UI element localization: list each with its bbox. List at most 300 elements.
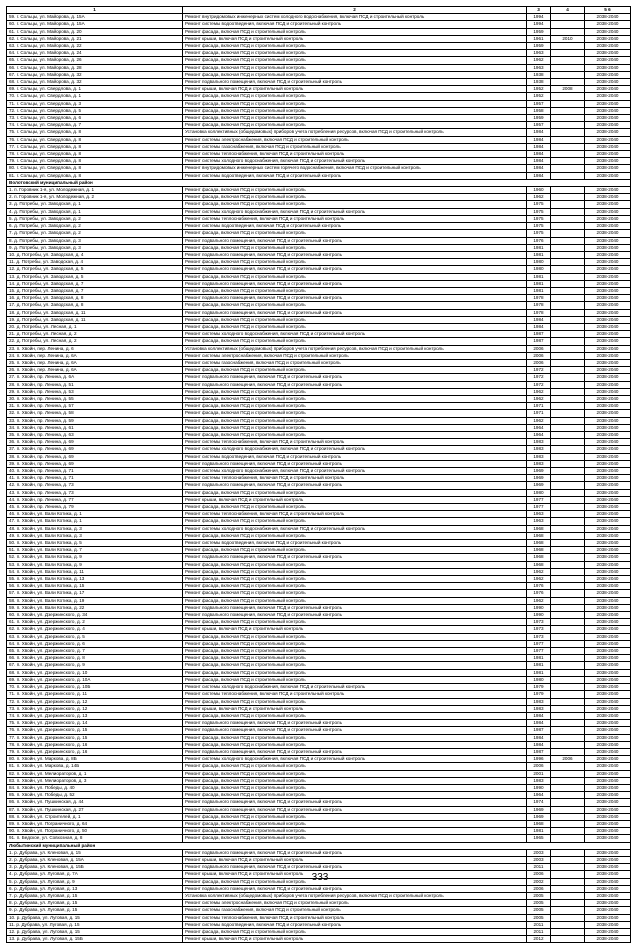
table-row bbox=[7, 367, 631, 374]
row-number: 46 bbox=[9, 511, 15, 517]
table-row bbox=[7, 907, 631, 914]
year-repaired-cell bbox=[551, 936, 585, 943]
planned-period-cell: 2038-2040 bbox=[585, 734, 631, 741]
table-row bbox=[7, 885, 631, 892]
table-row bbox=[7, 395, 631, 402]
row-number: 61 bbox=[9, 619, 15, 625]
work-type-cell: Ремонт крыши, включая ПСД и строительный контроль bbox=[183, 856, 527, 863]
year-repaired-cell bbox=[551, 50, 585, 57]
header-col-4: 4 bbox=[551, 7, 585, 14]
address-cell: 60. г. Сольцы, ул. Майорова, д. 15А bbox=[7, 21, 183, 28]
planned-period-cell: 2038-2040 bbox=[585, 374, 631, 381]
address-cell: 32. п. Хвойн, пр. Ленина, д. 58 bbox=[7, 410, 183, 417]
planned-period-cell: 2038-2040 bbox=[585, 669, 631, 676]
address-cell: 18. д. Потребы, ул. Заводская, д. 11 bbox=[7, 309, 183, 316]
year-repaired-cell bbox=[551, 900, 585, 907]
year-repaired-cell bbox=[551, 604, 585, 611]
year-repaired-cell bbox=[551, 655, 585, 662]
address-cell: 23. п. Хвойн, пер. Ленина, д. 6 bbox=[7, 345, 183, 352]
work-type-cell: Ремонт фасада, включая ПСД и строительный контроль bbox=[183, 302, 527, 309]
year-repaired-cell bbox=[551, 374, 585, 381]
planned-period-cell: 2038-2040 bbox=[585, 813, 631, 820]
table-row bbox=[7, 511, 631, 518]
address-cell: 82. п. Хвойн, ул. Мелиораторов, д. 1 bbox=[7, 770, 183, 777]
address-text: п. Хвойн, ул. Дзержинского, д. 10А bbox=[16, 676, 91, 682]
work-type-cell: Ремонт подвального помещения, включая ПСД и строительный контроль bbox=[183, 251, 527, 258]
table-row bbox=[7, 640, 631, 647]
address-text: д. Потребы, ул. Заводская, д. 5 bbox=[16, 266, 84, 272]
row-number: 78 bbox=[9, 151, 15, 157]
address-cell: 7. д. Потребы, ул. Заводская, д. 2 bbox=[7, 230, 183, 237]
year-repaired-cell bbox=[551, 763, 585, 770]
work-type-cell: Ремонт системы холодного водоснабжения, включая ПСД и строительный контроль bbox=[183, 158, 527, 165]
table-row bbox=[7, 424, 631, 431]
planned-period-cell: 2038-2040 bbox=[585, 871, 631, 878]
address-text: р. Дубрава, ул. Луговая, д. 15 bbox=[16, 921, 80, 927]
address-text: п. Хвойн, пр. Ленина, д. 69 bbox=[16, 460, 74, 466]
address-cell: 29. п. Хвойн, пр. Ленина, д. 53 bbox=[7, 388, 183, 395]
planned-period-cell: 2038-2040 bbox=[585, 676, 631, 683]
work-type-cell: Ремонт фасада, включая ПСД и строительный контроль bbox=[183, 410, 527, 417]
planned-period-cell: 2038-2040 bbox=[585, 777, 631, 784]
address-text: д. Потребы, ул. Заводская, д. 4 bbox=[16, 259, 84, 265]
planned-period-cell: 2038-2040 bbox=[585, 251, 631, 258]
year-repaired-cell bbox=[551, 446, 585, 453]
planned-period-cell: 2038-2040 bbox=[585, 208, 631, 215]
work-type-cell: Ремонт фасада, включая ПСД и строительный контроль bbox=[183, 201, 527, 208]
address-text: п. Хвойн, ул. Вали Котика, д. 11 bbox=[16, 568, 84, 574]
address-text: г. Сольцы, ул. Свердлова, д. 8 bbox=[16, 158, 82, 164]
table-row bbox=[7, 676, 631, 683]
year-built-cell: 2005 bbox=[527, 907, 551, 914]
work-type-cell: Ремонт фасада, включая ПСД и строительный контроль bbox=[183, 929, 527, 936]
year-built-cell: 1979 bbox=[527, 691, 551, 698]
address-text: п. Хвойн, ул. Маркова, д. 8Б bbox=[16, 756, 77, 762]
year-built-cell: 1963 bbox=[527, 511, 551, 518]
year-repaired-cell bbox=[551, 403, 585, 410]
work-type-cell: Ремонт фасада, включая ПСД и строительный контроль bbox=[183, 633, 527, 640]
table-row bbox=[7, 295, 631, 302]
table-row bbox=[7, 201, 631, 208]
work-type-cell: Ремонт фасада, включая ПСД и строительный контроль bbox=[183, 532, 527, 539]
planned-period-cell: 2038-2040 bbox=[585, 136, 631, 143]
year-repaired-cell bbox=[551, 576, 585, 583]
year-built-cell: 1981 bbox=[527, 287, 551, 294]
row-number: 29 bbox=[9, 388, 15, 394]
year-repaired-cell bbox=[551, 691, 585, 698]
work-type-cell: Ремонт системы газоснабжения, включая ПСД и строительный контроль bbox=[183, 359, 527, 366]
row-number: 55 bbox=[9, 576, 15, 582]
table-row bbox=[7, 136, 631, 143]
row-number: 68 bbox=[9, 79, 15, 85]
year-repaired-cell bbox=[551, 619, 585, 626]
address-cell: 86. п. Хвойн, ул. Пушкинская, д. 44 bbox=[7, 799, 183, 806]
year-built-cell: 1969 bbox=[527, 468, 551, 475]
address-cell: 56. п. Хвойн, ул. Вали Котика, д. 15 bbox=[7, 583, 183, 590]
planned-period-cell: 2038-2040 bbox=[585, 331, 631, 338]
address-text: г. Сольцы, ул. Майорова, д. 24 bbox=[16, 50, 82, 56]
address-cell: 25. п. Хвойн, пер. Ленина, д. 6А bbox=[7, 359, 183, 366]
table-row bbox=[7, 273, 631, 280]
year-repaired-cell bbox=[551, 338, 585, 345]
year-repaired-cell bbox=[551, 244, 585, 251]
table-row bbox=[7, 43, 631, 50]
year-built-cell: 1961 bbox=[527, 35, 551, 42]
planned-period-cell: 2038-2040 bbox=[585, 626, 631, 633]
year-repaired-cell bbox=[551, 929, 585, 936]
work-type-cell: Ремонт подвального помещения, включая ПСД и строительный контроль bbox=[183, 79, 527, 86]
year-built-cell: 1971 bbox=[527, 410, 551, 417]
year-repaired-cell bbox=[551, 828, 585, 835]
address-text: п. Горовник 1-я, ул. Молодежная, д. 2 bbox=[14, 194, 95, 200]
address-cell: 81. г. Сольцы, ул. Свердлова, д. 8 bbox=[7, 172, 183, 179]
address-cell: 64. г. Сольцы, ул. Майорова, д. 24 bbox=[7, 50, 183, 57]
work-type-cell: Ремонт подвального помещения, включая ПСД и строительный контроль bbox=[183, 295, 527, 302]
planned-period-cell: 2038-2040 bbox=[585, 784, 631, 791]
table-row bbox=[7, 669, 631, 676]
table-row bbox=[7, 93, 631, 100]
row-number: 37 bbox=[9, 446, 15, 452]
row-number: 65 bbox=[9, 648, 15, 654]
year-repaired-cell bbox=[551, 410, 585, 417]
address-text: п. Хвойн, ул. Вали Котика, д. 9 bbox=[16, 561, 82, 567]
year-repaired-cell bbox=[551, 648, 585, 655]
table-row bbox=[7, 662, 631, 669]
row-number: 14 bbox=[9, 280, 15, 286]
address-cell: 65. г. Сольцы, ул. Майорова, д. 26 bbox=[7, 57, 183, 64]
planned-period-cell: 2038-2040 bbox=[585, 511, 631, 518]
row-number: 73 bbox=[9, 705, 15, 711]
header-col-3: 3 bbox=[527, 7, 551, 14]
row-number: 81 bbox=[9, 763, 15, 769]
year-built-cell: 1968 bbox=[527, 820, 551, 827]
table-row bbox=[7, 172, 631, 179]
table-row bbox=[7, 936, 631, 943]
row-number: 70 bbox=[9, 93, 15, 99]
row-number: 44 bbox=[9, 496, 15, 502]
year-built-cell: 2006 bbox=[527, 763, 551, 770]
work-type-cell: Ремонт системы холодного водоснабжения, включая ПСД и строительный контроль bbox=[183, 684, 527, 691]
work-type-cell: Ремонт подвального помещения, включая ПСД и строительный контроль bbox=[183, 280, 527, 287]
table-row bbox=[7, 381, 631, 388]
year-repaired-cell bbox=[551, 806, 585, 813]
address-text: р. Дубрава, ул. Луговая, д. 15 bbox=[14, 900, 78, 906]
year-repaired-cell bbox=[551, 885, 585, 892]
table-row bbox=[7, 158, 631, 165]
planned-period-cell: 2038-2040 bbox=[585, 129, 631, 136]
table-row bbox=[7, 410, 631, 417]
work-type-cell: Ремонт фасада, включая ПСД и строительный контроль bbox=[183, 28, 527, 35]
year-repaired-cell bbox=[551, 223, 585, 230]
address-cell: 65. п. Хвойн, ул. Дзержинского, д. 7 bbox=[7, 648, 183, 655]
address-text: р. Дубрава, ул. Луговая, д. 15 bbox=[16, 914, 80, 920]
address-cell: 1. п. Горовник 1-я, ул. Молодежная, д. 1 bbox=[7, 187, 183, 194]
planned-period-cell: 2038-2040 bbox=[585, 21, 631, 28]
table-row bbox=[7, 921, 631, 928]
address-cell: 54. п. Хвойн, ул. Вали Котика, д. 11 bbox=[7, 568, 183, 575]
work-type-cell: Ремонт фасада, включая ПСД и строительный контроль bbox=[183, 115, 527, 122]
year-repaired-cell bbox=[551, 21, 585, 28]
table-row bbox=[7, 532, 631, 539]
address-cell: 74. г. Сольцы, ул. Свердлова, д. 7 bbox=[7, 122, 183, 129]
row-number: 76 bbox=[9, 136, 15, 142]
address-text: г. Сольцы, ул. Майорова, д. 20 bbox=[16, 28, 82, 34]
table-row bbox=[7, 129, 631, 136]
year-repaired-cell bbox=[551, 799, 585, 806]
work-type-cell: Ремонт фасада, включая ПСД и строительный контроль bbox=[183, 431, 527, 438]
planned-period-cell: 2038-2040 bbox=[585, 748, 631, 755]
year-built-cell: 1981 bbox=[527, 280, 551, 287]
work-type-cell: Ремонт системы водоотведения, включая ПСД и строительный контроль bbox=[183, 21, 527, 28]
row-number: 82 bbox=[9, 770, 15, 776]
year-repaired-cell bbox=[551, 907, 585, 914]
work-type-cell: Ремонт системы электроснабжения, включая ПСД и строительный контроль bbox=[183, 136, 527, 143]
section-row bbox=[7, 842, 631, 849]
year-built-cell: 1984 bbox=[527, 143, 551, 150]
planned-period-cell: 2038-2040 bbox=[585, 201, 631, 208]
table-row bbox=[7, 352, 631, 359]
planned-period-cell: 2038-2040 bbox=[585, 835, 631, 842]
address-text: д. Потребы, ул. Заводская, д. 8 bbox=[16, 295, 84, 301]
year-built-cell: 1983 bbox=[527, 777, 551, 784]
year-repaired-cell bbox=[551, 158, 585, 165]
planned-period-cell: 2038-2040 bbox=[585, 475, 631, 482]
table-row bbox=[7, 338, 631, 345]
address-cell: 1. р. Дубрава, ул. Кленовая, д. 15 bbox=[7, 849, 183, 856]
address-cell: 62. г. Сольцы, ул. Майорова, д. 21 bbox=[7, 35, 183, 42]
row-number: 3 bbox=[9, 201, 12, 207]
planned-period-cell: 2038-2040 bbox=[585, 741, 631, 748]
work-type-cell: Ремонт фасада, включая ПСД и строительный контроль bbox=[183, 518, 527, 525]
address-cell: 46. п. Хвойн, ул. Вали Котика, д. 1 bbox=[7, 511, 183, 518]
year-built-cell: 1980 bbox=[527, 676, 551, 683]
address-cell: 15. д. Потребы, ул. Заводская, д. 7 bbox=[7, 287, 183, 294]
work-type-cell: Ремонт подвального помещения, включая ПСД и строительный контроль bbox=[183, 727, 527, 734]
row-number: 1 bbox=[9, 849, 12, 855]
row-number: 9 bbox=[9, 244, 12, 250]
year-built-cell: 1981 bbox=[527, 244, 551, 251]
work-type-cell: Ремонт фасада, включая ПСД и строительный контроль bbox=[183, 763, 527, 770]
address-text: п. Хвойн, ул. Вали Котика, д. 17 bbox=[16, 590, 85, 596]
row-number: 52 bbox=[9, 554, 15, 560]
planned-period-cell: 2038-2040 bbox=[585, 388, 631, 395]
work-type-cell: Ремонт фасада, включая ПСД и строительный контроль bbox=[183, 230, 527, 237]
planned-period-cell: 2038-2040 bbox=[585, 50, 631, 57]
year-built-cell: 1962 bbox=[527, 57, 551, 64]
planned-period-cell: 2038-2040 bbox=[585, 381, 631, 388]
address-cell: 47. п. Хвойн, ул. Вали Котика, д. 1 bbox=[7, 518, 183, 525]
year-repaired-cell bbox=[551, 172, 585, 179]
year-repaired-cell bbox=[551, 115, 585, 122]
row-number: 32 bbox=[9, 410, 15, 416]
row-number: 59 bbox=[9, 604, 15, 610]
year-built-cell: 1983 bbox=[527, 460, 551, 467]
planned-period-cell: 2038-2040 bbox=[585, 107, 631, 114]
planned-period-cell: 2038-2040 bbox=[585, 14, 631, 21]
address-text: п. Хвойн, ул. Дзержинского, д. 5 bbox=[16, 633, 85, 639]
year-built-cell: 1984 bbox=[527, 151, 551, 158]
year-repaired-cell bbox=[551, 367, 585, 374]
address-cell: 44. п. Хвойн, пр. Ленина, д. 77 bbox=[7, 496, 183, 503]
year-repaired-cell bbox=[551, 640, 585, 647]
address-cell: 2. р. Дубрава, ул. Кленовая, д. 15А bbox=[7, 856, 183, 863]
year-repaired-cell bbox=[551, 359, 585, 366]
table-row bbox=[7, 28, 631, 35]
work-type-cell: Ремонт подвального помещения, включая ПСД и строительный контроль bbox=[183, 604, 527, 611]
planned-period-cell: 2038-2040 bbox=[585, 446, 631, 453]
address-text: р. Дубрава, ул. Луговая, д. 15 bbox=[16, 929, 80, 934]
address-cell: 3. р. Дубрава, ул. Кленовая, д. 15Б bbox=[7, 864, 183, 871]
address-cell: 77. п. Хвойн, ул. Дзержинского, д. 15 bbox=[7, 734, 183, 741]
table-row bbox=[7, 813, 631, 820]
year-built-cell: 1968 bbox=[527, 547, 551, 554]
work-type-cell: Ремонт подвального помещения, включая ПСД и строительный контроль bbox=[183, 554, 527, 561]
year-built-cell: 1977 bbox=[527, 496, 551, 503]
row-number: 84 bbox=[9, 784, 15, 790]
row-number: 2 bbox=[9, 194, 12, 200]
row-number: 67 bbox=[9, 71, 15, 77]
row-number: 86 bbox=[9, 799, 15, 805]
address-cell: 13. д. Потребы, ул. Заводская, д. 5 bbox=[7, 273, 183, 280]
address-cell: 66. г. Сольцы, ул. Майорова, д. 28 bbox=[7, 64, 183, 71]
row-number: 10 bbox=[9, 251, 15, 257]
address-cell: 19. д. Потребы, ул. Заводская, д. 11 bbox=[7, 316, 183, 323]
row-number: 71 bbox=[9, 100, 15, 106]
year-repaired-cell bbox=[551, 259, 585, 266]
row-number: 88 bbox=[9, 813, 15, 819]
address-cell: 36. п. Хвойн, пр. Ленина, д. 69 bbox=[7, 439, 183, 446]
address-cell: 87. п. Хвойн, ул. Пушкинская, д. 27 bbox=[7, 806, 183, 813]
row-number: 74 bbox=[9, 122, 15, 128]
address-text: п. Хвойн, пер. Ленина, д. 6 bbox=[16, 345, 74, 351]
year-built-cell: 1952 bbox=[527, 93, 551, 100]
year-repaired-cell bbox=[551, 431, 585, 438]
row-number: 64 bbox=[9, 640, 15, 646]
year-built-cell: 1977 bbox=[527, 640, 551, 647]
year-built-cell: 1984 bbox=[527, 158, 551, 165]
work-type-cell: Ремонт фасада, включая ПСД и строительный контроль bbox=[183, 489, 527, 496]
row-number: 35 bbox=[9, 431, 15, 437]
year-repaired-cell bbox=[551, 712, 585, 719]
planned-period-cell: 2038-2040 bbox=[585, 79, 631, 86]
table-row bbox=[7, 741, 631, 748]
year-repaired-cell bbox=[551, 64, 585, 71]
row-number: 4 bbox=[9, 208, 12, 214]
row-number: 80 bbox=[9, 756, 15, 762]
year-built-cell: 1981 bbox=[527, 655, 551, 662]
address-cell: 67. г. Сольцы, ул. Майорова, д. 32 bbox=[7, 71, 183, 78]
year-repaired-cell bbox=[551, 93, 585, 100]
planned-period-cell: 2038-2040 bbox=[585, 287, 631, 294]
work-type-cell: Ремонт крыши, включая ПСД и строительный контроль bbox=[183, 86, 527, 93]
year-built-cell: 1984 bbox=[527, 712, 551, 719]
work-type-cell: Ремонт внутридомовых инженерных систем горячего водоснабжения, включая ПСД и строительный контроль bbox=[183, 165, 527, 172]
work-type-cell: Ремонт фасада, включая ПСД и строительный контроль bbox=[183, 50, 527, 57]
year-repaired-cell bbox=[551, 561, 585, 568]
work-type-cell: Ремонт фасада, включая ПСД и строительный контроль bbox=[183, 287, 527, 294]
year-built-cell: 1964 bbox=[527, 424, 551, 431]
capital-repair-table bbox=[6, 6, 631, 943]
planned-period-cell: 2038-2040 bbox=[585, 122, 631, 129]
table-row bbox=[7, 359, 631, 366]
planned-period-cell: 2038-2040 bbox=[585, 64, 631, 71]
year-repaired-cell bbox=[551, 748, 585, 755]
address-cell: 33. п. Хвойн, пр. Ленина, д. 59 bbox=[7, 417, 183, 424]
work-type-cell: Ремонт системы водоотведения, включая ПСД и строительный контроль bbox=[183, 540, 527, 547]
work-type-cell: Ремонт фасада, включая ПСД и строительный контроль bbox=[183, 669, 527, 676]
address-text: г. Сольцы, ул. Свердлова, д. 8 bbox=[16, 143, 82, 149]
year-built-cell: 1980 bbox=[527, 489, 551, 496]
address-cell: 76. п. Хвойн, ул. Дзержинского, д. 15 bbox=[7, 727, 183, 734]
year-repaired-cell bbox=[551, 287, 585, 294]
row-number: 56 bbox=[9, 583, 15, 589]
work-type-cell: Ремонт системы газоснабжения, включая ПСД и строительный контроль bbox=[183, 143, 527, 150]
year-repaired-cell bbox=[551, 835, 585, 842]
table-row bbox=[7, 496, 631, 503]
table-row bbox=[7, 244, 631, 251]
planned-period-cell: 2038-2040 bbox=[585, 158, 631, 165]
year-repaired-cell bbox=[551, 568, 585, 575]
work-type-cell: Ремонт фасада, включая ПСД и строительный контроль bbox=[183, 712, 527, 719]
work-type-cell: Установка коллективных (общедомовых) приборов учета потребления ресурсов, включая ПСД и строительный контроль bbox=[183, 345, 527, 352]
planned-period-cell: 2038-2040 bbox=[585, 604, 631, 611]
row-number: 61 bbox=[9, 28, 15, 34]
table-row bbox=[7, 215, 631, 222]
year-built-cell: 1938 bbox=[527, 71, 551, 78]
table-row bbox=[7, 21, 631, 28]
work-type-cell: Ремонт фасада, включая ПСД и строительный контроль bbox=[183, 43, 527, 50]
year-repaired-cell bbox=[551, 784, 585, 791]
row-number: 7 bbox=[9, 230, 12, 236]
planned-period-cell: 2038-2040 bbox=[585, 230, 631, 237]
year-repaired-cell bbox=[551, 460, 585, 467]
table-row bbox=[7, 280, 631, 287]
year-built-cell: 1973 bbox=[527, 619, 551, 626]
year-built-cell: 2012 bbox=[527, 936, 551, 943]
table-row bbox=[7, 547, 631, 554]
address-text: п. Хвойн, пр. Ленина, д. 77 bbox=[16, 496, 74, 502]
planned-period-cell: 2038-2040 bbox=[585, 395, 631, 402]
year-built-cell: 1981 bbox=[527, 828, 551, 835]
table-row bbox=[7, 828, 631, 835]
address-cell: 69. г. Сольцы, ул. Свердлова, д. 1 bbox=[7, 86, 183, 93]
year-built-cell: 1978 bbox=[527, 302, 551, 309]
section-title: Любытинский муниципальный район bbox=[7, 842, 631, 849]
planned-period-cell: 2038-2040 bbox=[585, 439, 631, 446]
address-text: п. Хвойн, ул. Дзержинского, д. 16 bbox=[16, 748, 88, 754]
year-repaired-cell bbox=[551, 266, 585, 273]
planned-period-cell: 2038-2040 bbox=[585, 460, 631, 467]
address-cell: 58. п. Хвойн, ул. Вали Котика, д. 19 bbox=[7, 597, 183, 604]
table-row bbox=[7, 727, 631, 734]
year-repaired-cell bbox=[551, 122, 585, 129]
planned-period-cell: 2038-2040 bbox=[585, 172, 631, 179]
address-text: д. Потребы, ул. Заводская, д. 3 bbox=[14, 244, 81, 250]
address-text: п. Хвойн, пр. Ленина, д. 69 bbox=[16, 446, 74, 452]
table-row bbox=[7, 57, 631, 64]
address-cell: 78. п. Хвойн, ул. Дзержинского, д. 16 bbox=[7, 741, 183, 748]
year-built-cell: 2005 bbox=[527, 900, 551, 907]
year-repaired-cell bbox=[551, 388, 585, 395]
year-repaired-cell bbox=[551, 309, 585, 316]
address-text: г. Сольцы, ул. Майорова, д. 32 bbox=[16, 79, 82, 85]
planned-period-cell: 2038-2040 bbox=[585, 727, 631, 734]
address-text: г. Сольцы, ул. Майорова, д. 32 bbox=[16, 71, 82, 77]
planned-period-cell: 2038-2040 bbox=[585, 367, 631, 374]
row-number: 20 bbox=[9, 323, 15, 329]
year-built-cell: 1976 bbox=[527, 590, 551, 597]
address-text: д. Потребы, ул. Лесная, д. 2 bbox=[16, 331, 77, 337]
